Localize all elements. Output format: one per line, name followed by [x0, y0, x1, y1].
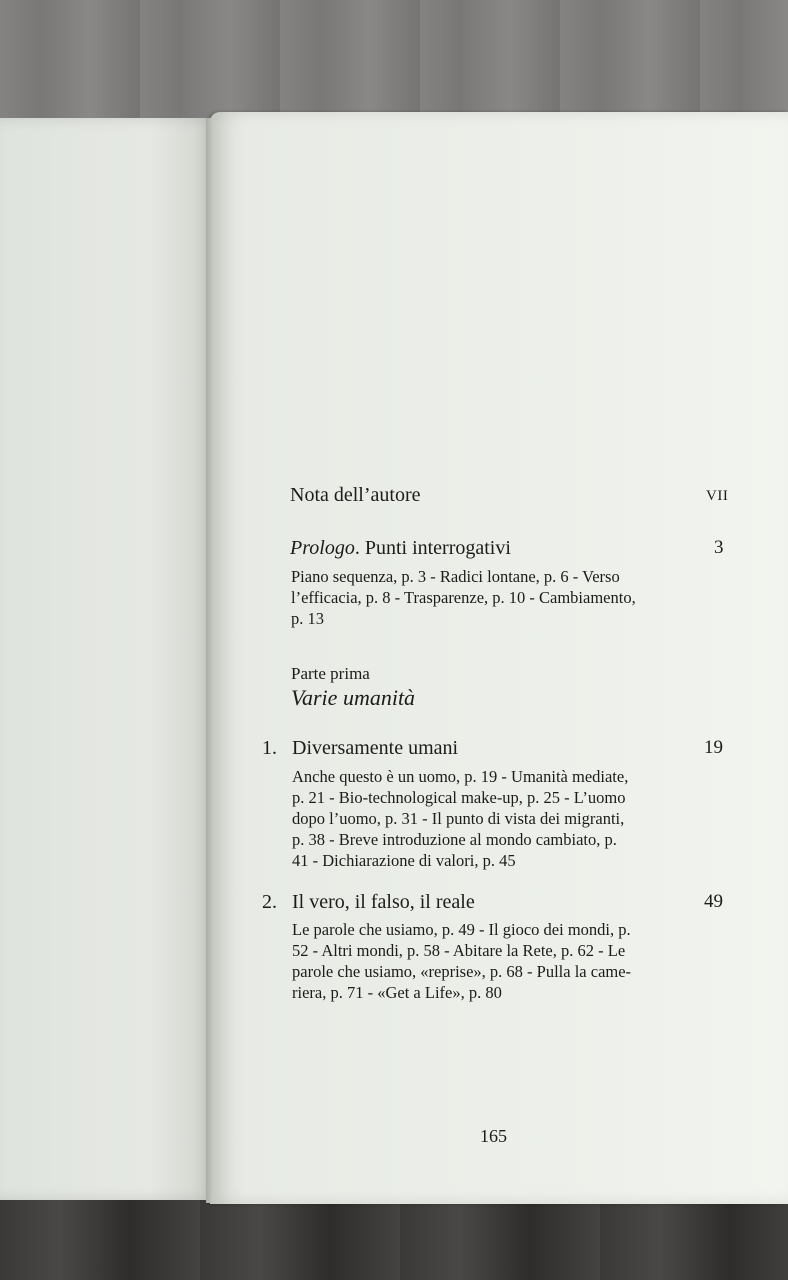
book-gutter: [206, 118, 214, 1203]
toc-prologo-title: [290, 537, 511, 560]
toc-nota-page: VII: [706, 488, 729, 504]
toc-line: p. 13: [291, 609, 324, 628]
toc-chapter-1-sections: [292, 766, 692, 871]
toc-line: l’efficacia, p. 8 - Trasparenze, p. 10 - Cambiamento,: [291, 588, 636, 607]
toc-line: 41 - Dichiarazione di valori, p. 45: [292, 851, 516, 870]
toc-chapter-1-number: 1.: [262, 737, 277, 759]
toc-line: Le parole che usiamo, p. 49 - Il gioco dei mondi, p.: [292, 920, 631, 939]
toc-prologo-title-italic: Prologo: [290, 537, 355, 559]
toc-chapter-2-title: Il vero, il falso, il reale: [292, 891, 475, 913]
folio-page-number: 165: [480, 1126, 507, 1146]
toc-chapter-2-page: 49: [704, 891, 723, 912]
toc-line: 52 - Altri mondi, p. 58 - Abitare la Rete, p. 62 - Le: [292, 941, 626, 960]
toc-prologo-page: 3: [714, 537, 724, 558]
toc-prologo-title-rest: . Punti interrogativi: [354, 537, 511, 559]
table-surface-bottom: [0, 1195, 788, 1280]
left-page: [0, 118, 214, 1200]
toc-chapter-1-page: 19: [704, 737, 723, 758]
toc-line: p. 38 - Breve introduzione al mondo cambiato, p.: [292, 830, 617, 849]
toc-chapter-2-sections: [292, 919, 692, 1003]
toc-line: Anche questo è un uomo, p. 19 - Umanità mediate,: [292, 767, 629, 786]
toc-line: riera, p. 71 - «Get a Life», p. 80: [292, 983, 502, 1002]
right-page: [210, 112, 788, 1204]
toc-nota-title: Nota dell’autore: [290, 484, 421, 506]
toc-line: Piano sequenza, p. 3 - Radici lontane, p. 6 - Verso: [291, 567, 620, 586]
show-through-text: [258, 290, 262, 308]
toc-prologo-sections: [291, 566, 691, 629]
toc-line: dopo l’uomo, p. 31 - Il punto di vista dei migranti,: [292, 809, 625, 828]
toc-chapter-1-title: Diversamente umani: [292, 737, 459, 759]
toc-line: parole che usiamo, «reprise», p. 68 - Pulla la came-: [292, 962, 632, 981]
toc-line: p. 21 - Bio-technological make-up, p. 25 - L’uomo: [292, 788, 626, 807]
toc-parte-label: Parte prima: [291, 664, 370, 683]
toc-chapter-2-number: 2.: [262, 891, 277, 913]
toc-parte-title: Varie umanità: [291, 685, 416, 710]
